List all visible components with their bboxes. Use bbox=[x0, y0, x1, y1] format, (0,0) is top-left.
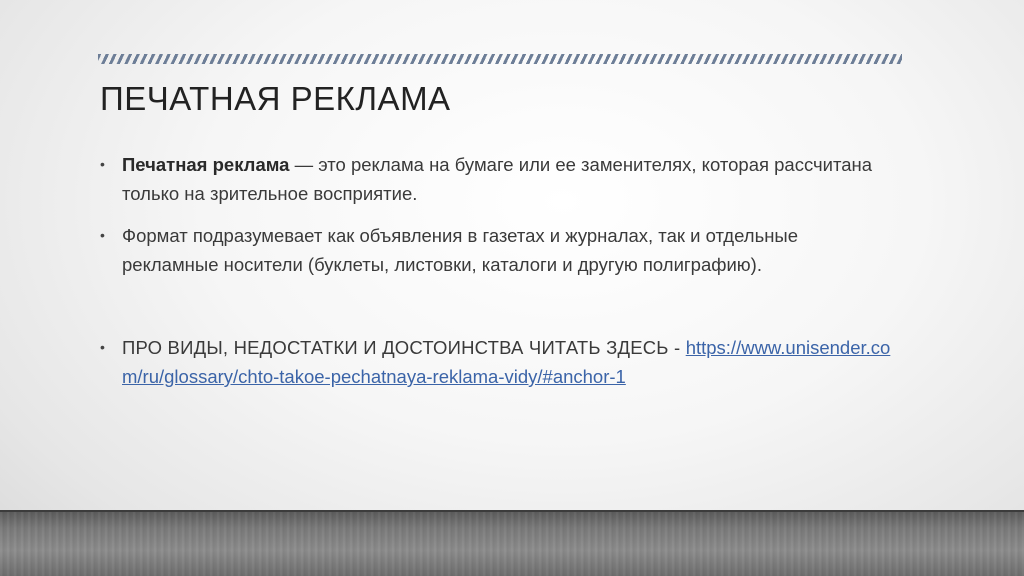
bullet-item-read-more bbox=[98, 333, 898, 391]
slide-title: ПЕЧАТНАЯ РЕКЛАМА bbox=[100, 80, 451, 117]
bullet-icon: • bbox=[100, 156, 105, 172]
read-more-text: ПРО ВИДЫ, НЕДОСТАТКИ И ДОСТОИНСТВА ЧИТАТЬ ЗДЕСЬ - bbox=[122, 337, 686, 358]
bullet-icon: • bbox=[100, 227, 105, 243]
bullet-item-definition bbox=[98, 150, 898, 208]
bullet-icon: • bbox=[100, 339, 105, 355]
decorative-stripe bbox=[98, 54, 902, 64]
bullet-list bbox=[98, 150, 898, 391]
floor-background bbox=[0, 512, 1024, 576]
unisender-link[interactable]: https://www.unisender.com/ru/glossary/chto-takoe-pechatnaya-reklama-vidy/#anchor-1 bbox=[122, 337, 891, 387]
bullet-item-format bbox=[98, 221, 898, 279]
format-text: Формат подразумевает как объявления в газетах и журналах, так и отдельные рекламные носители (буклеты, листовки, каталоги и другую полиграфию). bbox=[122, 225, 799, 275]
definition-text: — это реклама на бумаге или ее заменителях, которая рассчитана только на зрительное восприятие. bbox=[122, 154, 873, 204]
term-printed-ads: Печатная реклама bbox=[122, 154, 290, 175]
